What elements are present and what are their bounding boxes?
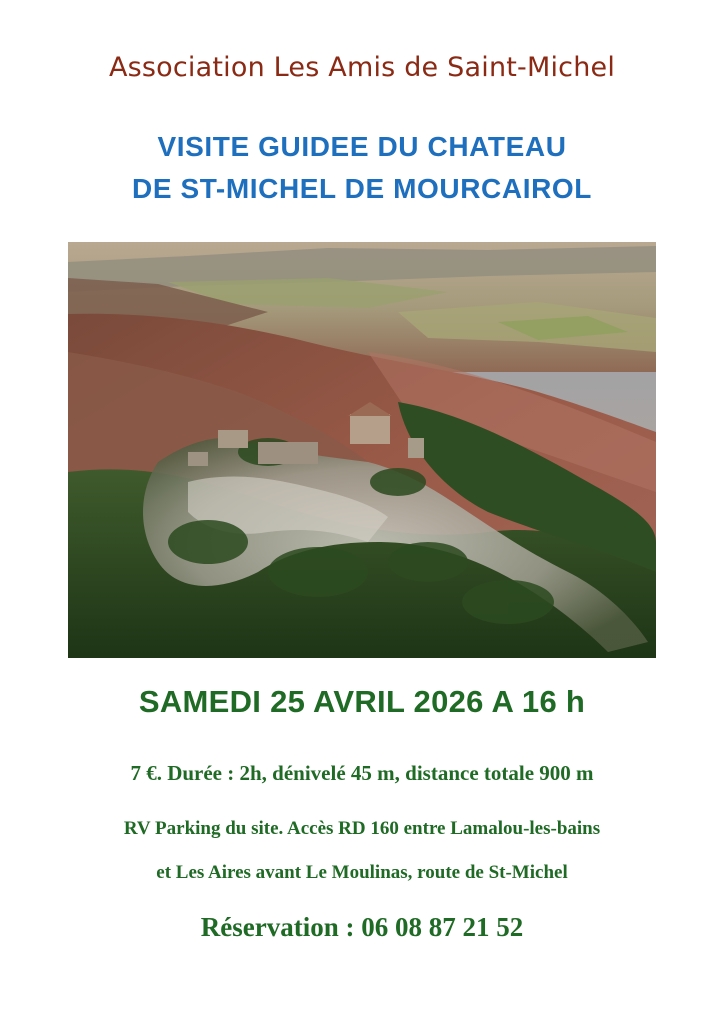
title-line-2: DE ST-MICHEL DE MOURCAIROL: [132, 173, 592, 204]
association-name: Association Les Amis de Saint-Michel: [108, 52, 616, 83]
event-details: 7 €. Durée : 2h, dénivelé 45 m, distance totale 900 m: [130, 761, 594, 785]
event-date: SAMEDI 25 AVRIL 2026 A 16 h: [138, 684, 586, 719]
meeting-point-line-1: RV Parking du site. Accès RD 160 entre Lamalou-les-bains: [123, 818, 601, 839]
reservation-phone: Réservation : 06 08 87 21 52: [200, 912, 524, 942]
aerial-castle-photo: [68, 242, 656, 658]
title-line-1: VISITE GUIDEE DU CHATEAU: [157, 131, 567, 162]
meeting-point-line-2: et Les Aires avant Le Moulinas, route de St-Michel: [156, 862, 568, 883]
